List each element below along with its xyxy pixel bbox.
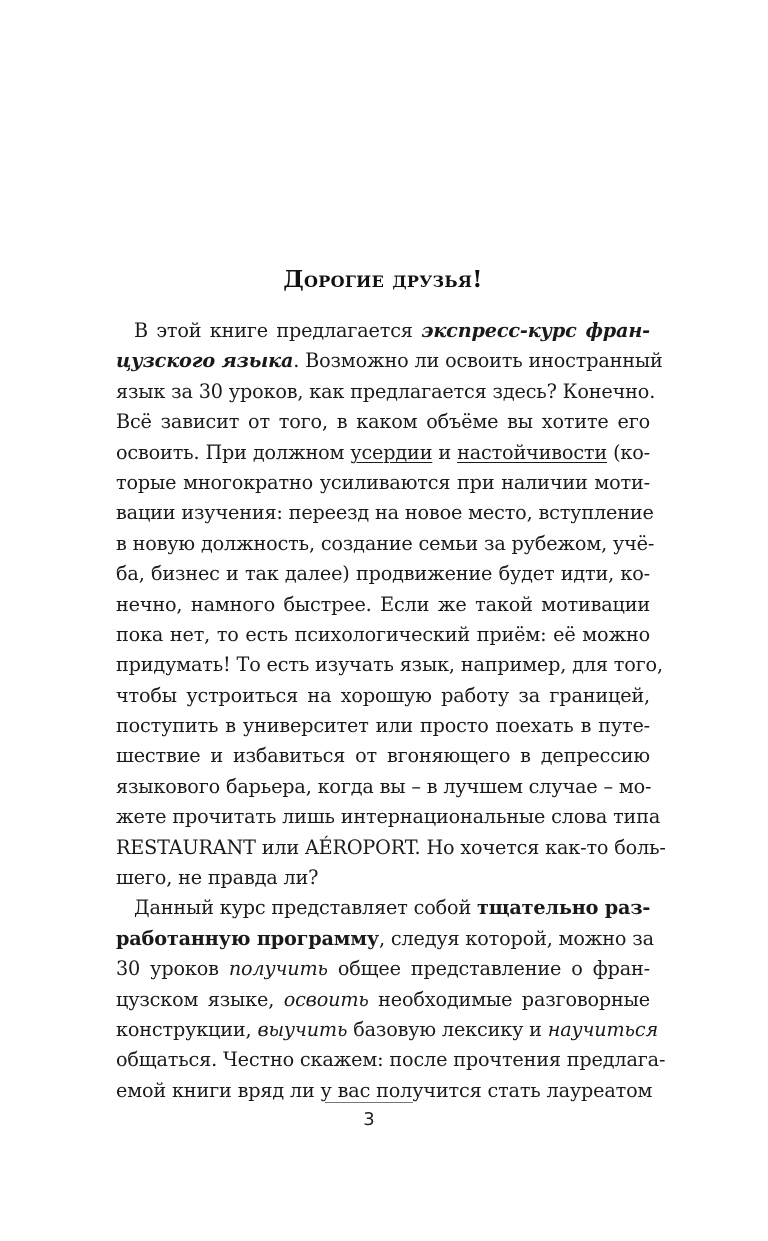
text-line — [116, 377, 656, 407]
text-line — [116, 468, 650, 498]
text-run: языкового барьера, когда вы – в лучшем случае – мо- — [116, 774, 652, 798]
text-run: конструкции, — [116, 1017, 258, 1041]
text-run: освоить. При должном — [116, 440, 351, 464]
text-line — [116, 1015, 658, 1045]
text-run: жете прочитать лишь интернациональные слова типа — [116, 805, 661, 829]
page-number: 3 — [363, 1109, 375, 1130]
text-line — [116, 681, 650, 711]
text-line — [116, 893, 650, 923]
text-line — [116, 711, 650, 741]
text-run: В этой книге предлагается — [134, 319, 422, 342]
text-line — [116, 346, 663, 376]
emphasized-text: работанную программу — [116, 926, 379, 950]
text-run: необходимые разговорные — [368, 987, 651, 1011]
text-run: Всё зависит от того, в каком объёме вы хотите его — [116, 410, 650, 434]
text-run: торые многократно усиливаются при наличии моти- — [116, 470, 650, 494]
text-line — [116, 316, 650, 346]
emphasized-text: освоить — [283, 987, 369, 1011]
text-run: язык за 30 уроков, как предлагается здесь? Конечно. — [116, 379, 656, 403]
text-line — [116, 985, 650, 1015]
text-line — [116, 407, 650, 437]
text-run: , следуя которой, можно за — [378, 926, 654, 950]
text-line — [116, 863, 650, 893]
text-run: общее представление о фран- — [327, 957, 650, 981]
emphasized-text: экспресс-курс фран- — [421, 319, 650, 342]
text-run: RESTAURANT или AÉROPORT. Но хочется как-то боль- — [116, 835, 666, 859]
paragraph-course-description — [116, 893, 666, 1106]
chapter-heading: Дорогие друзья! — [283, 266, 483, 293]
text-line — [116, 559, 650, 589]
text-line — [116, 741, 650, 771]
text-line — [116, 924, 654, 954]
text-run: . Возможно ли освоить иностранный — [293, 349, 663, 373]
text-run: емой книги вряд ли у вас получится стать лауреатом — [116, 1078, 653, 1102]
text-run: шествие и избавиться от вгоняющего в депрессию — [116, 744, 650, 768]
text-run: пока нет, то есть психологический приём: её можно — [116, 622, 650, 646]
emphasized-text: цузского языка — [116, 349, 294, 373]
text-line — [116, 529, 655, 559]
text-line — [116, 438, 650, 468]
text-line — [116, 1045, 666, 1075]
text-run: общаться. Честно скажем: после прочтения предлага- — [116, 1048, 666, 1072]
text-line — [116, 802, 661, 832]
underlined-term: усердии — [350, 440, 433, 464]
text-run: в новую должность, создание семьи за рубежом, учё- — [116, 531, 655, 555]
text-run: (ко- — [607, 440, 650, 464]
emphasized-text: тщательно раз- — [477, 896, 651, 920]
paragraph-intro — [116, 316, 666, 893]
text-run: ба, бизнес и так далее) продвижение будет идти, ко- — [116, 562, 650, 586]
text-run: Данный курс представляет собой — [134, 896, 478, 920]
text-line — [116, 954, 650, 984]
text-run: 30 уроков — [116, 957, 229, 981]
underlined-term: настойчивости — [457, 440, 608, 464]
text-run: базовую лексику и — [347, 1017, 548, 1041]
text-line — [116, 650, 663, 680]
text-run: цузском языке, — [116, 987, 284, 1011]
text-run: вации изучения: переезд на новое место, вступление — [116, 501, 654, 525]
text-line — [116, 772, 650, 802]
text-line — [116, 498, 654, 528]
text-run: и — [432, 440, 458, 464]
emphasized-text: получить — [228, 957, 328, 981]
text-run: шего, не правда ли? — [116, 866, 319, 890]
text-line — [116, 833, 666, 863]
footer-divider — [325, 1102, 413, 1103]
emphasized-text: выучить — [257, 1017, 348, 1041]
body-text — [116, 316, 666, 1106]
text-run: чтобы устроиться на хорошую работу за границей, — [116, 683, 650, 707]
text-run: поступить в университет или просто поехать в путе- — [116, 714, 650, 738]
text-line — [116, 620, 650, 650]
text-run: нечно, намного быстрее. Если же такой мотивации — [116, 592, 650, 616]
emphasized-text: научиться — [547, 1017, 658, 1041]
text-run: придумать! То есть изучать язык, например, для того, — [116, 653, 663, 677]
text-line — [116, 590, 650, 620]
